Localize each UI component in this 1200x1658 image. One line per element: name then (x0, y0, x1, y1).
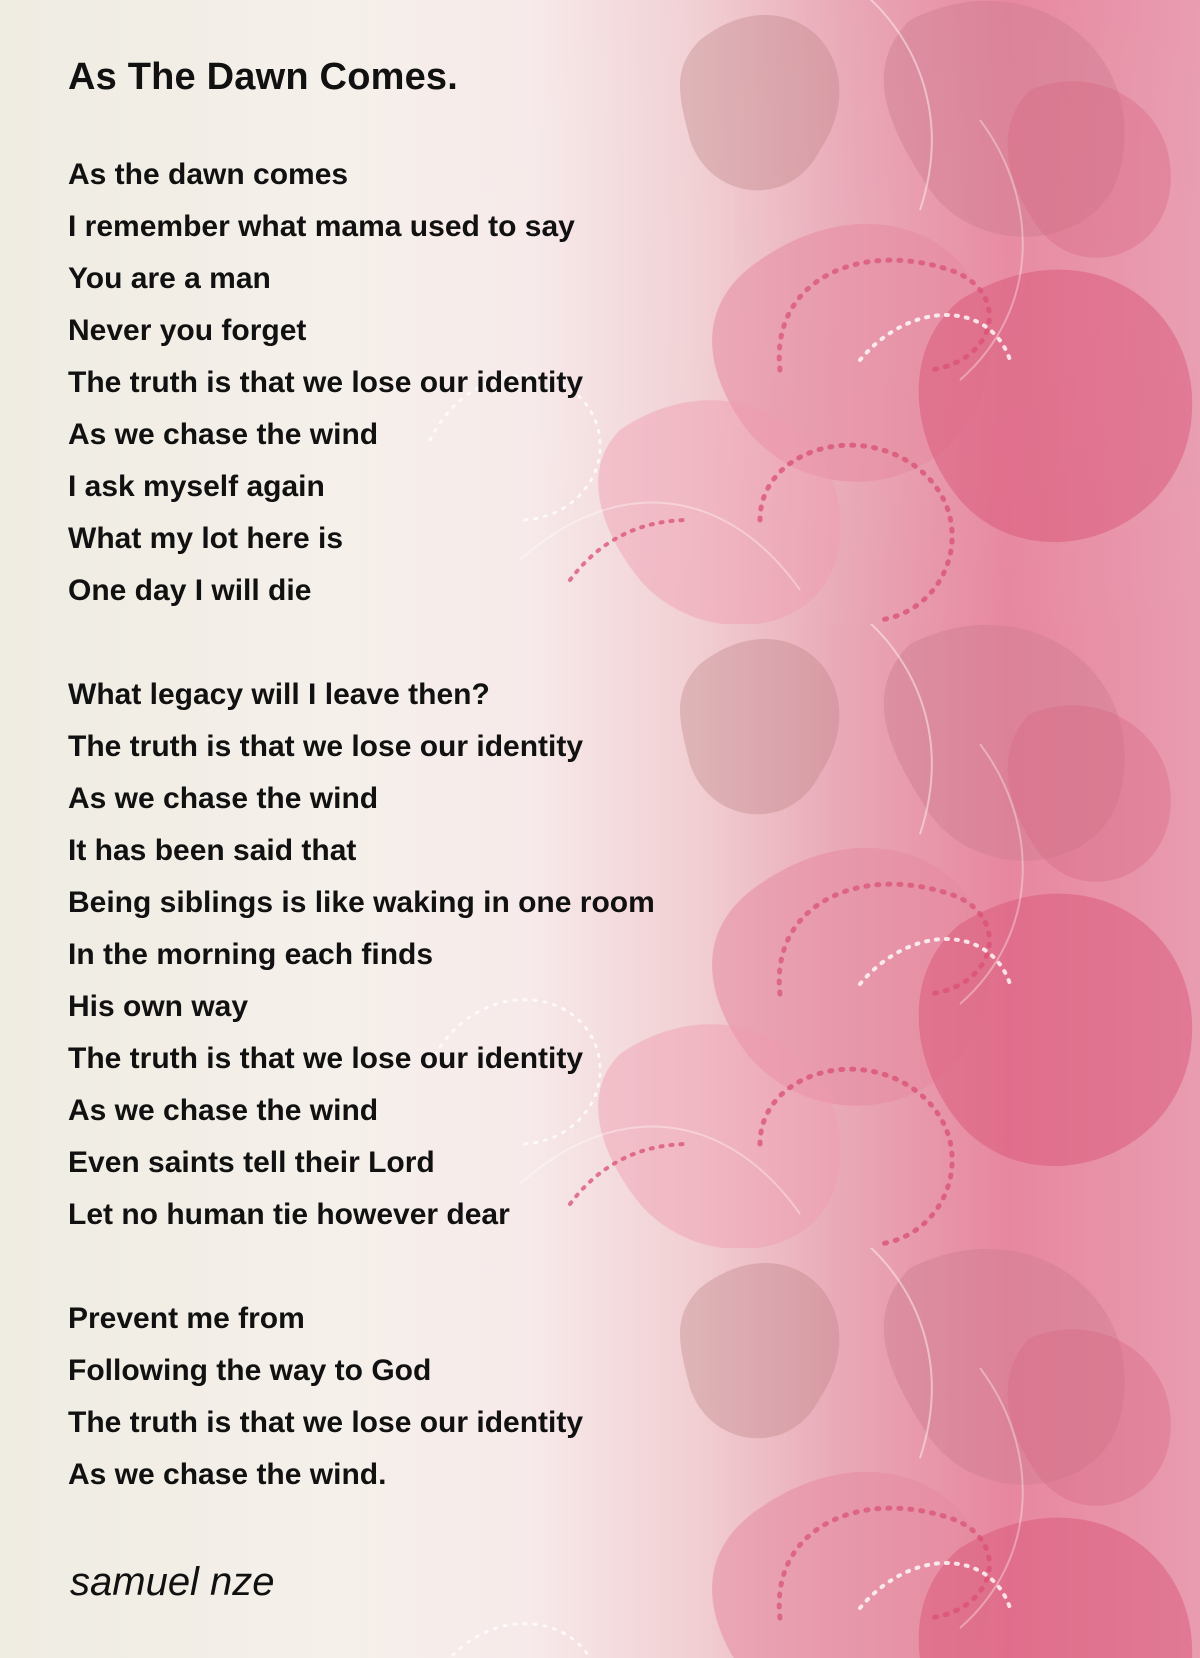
poem-line: His own way (68, 990, 249, 1023)
stanza-3 (68, 1293, 583, 1501)
poem-line: As we chase the wind (68, 1094, 379, 1127)
poem-line: The truth is that we lose our identity (68, 1406, 584, 1439)
poem-line: Even saints tell their Lord (68, 1146, 435, 1179)
author-name: samuel nze (70, 1560, 275, 1604)
stanza-2 (68, 669, 655, 1241)
poem-line: I remember what mama used to say (68, 210, 575, 243)
poem-line: Being siblings is like waking in one room (68, 886, 655, 919)
poem-line: Following the way to God (68, 1354, 432, 1387)
poem-line: It has been said that (68, 834, 357, 867)
poem-line: Prevent me from (68, 1302, 305, 1335)
poem-line: As we chase the wind (68, 782, 379, 815)
poem-line: The truth is that we lose our identity (68, 1042, 584, 1075)
poem-line: I ask myself again (68, 470, 325, 503)
poem-line: As we chase the wind. (68, 1458, 387, 1491)
poem-line: As we chase the wind (68, 418, 379, 451)
poem-line: In the morning each finds (68, 938, 434, 971)
poem-title: As The Dawn Comes. (68, 56, 459, 98)
poem-line: You are a man (68, 262, 271, 295)
poem-line: Let no human tie however dear (68, 1198, 510, 1231)
poem-line: One day I will die (68, 574, 312, 607)
poem-line: The truth is that we lose our identity (68, 730, 584, 763)
poem-line: What legacy will I leave then? (68, 678, 490, 711)
poem-line: Never you forget (68, 314, 307, 347)
poem-line: The truth is that we lose our identity (68, 366, 584, 399)
poem-line: As the dawn comes (68, 158, 349, 191)
poem-line: What my lot here is (68, 522, 344, 555)
stanza-1 (68, 149, 583, 617)
